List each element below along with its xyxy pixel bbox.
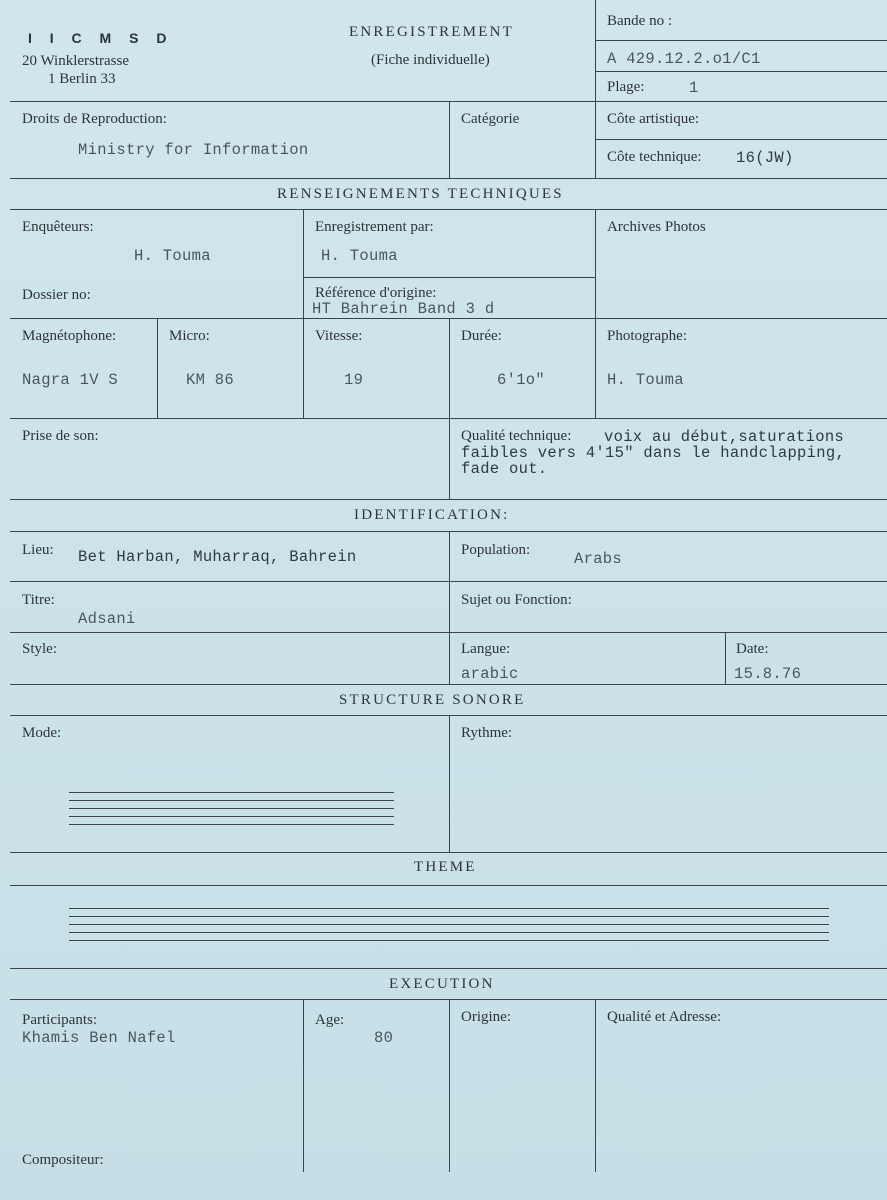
form-subtitle: (Fiche individuelle)	[371, 52, 490, 68]
staff-line	[69, 824, 394, 825]
vitesse-label: Vitesse:	[315, 328, 363, 344]
org-name: I I C M S D	[28, 30, 174, 46]
titre-label: Titre:	[22, 592, 55, 608]
rule	[449, 999, 450, 1172]
titre-value: Adsani	[78, 610, 136, 628]
plage-value: 1	[689, 79, 699, 97]
enqueteurs-value: H. Touma	[134, 247, 211, 265]
archives-photos-label: Archives Photos	[607, 219, 706, 235]
qualite-technique-value-2: faibles vers 4'15" dans le handclapping,	[461, 444, 846, 462]
rule	[595, 139, 887, 140]
rule	[595, 71, 887, 72]
date-label: Date:	[736, 641, 769, 657]
droits-value: Ministry for Information	[78, 141, 309, 159]
rule	[10, 684, 887, 685]
vitesse-value: 19	[344, 371, 364, 389]
participants-value: Khamis Ben Nafel	[22, 1029, 176, 1047]
staff-line	[69, 908, 829, 909]
section-title-theme: THEME	[414, 859, 477, 875]
staff-line	[69, 940, 829, 941]
mode-label: Mode:	[22, 725, 62, 741]
staff-line	[69, 792, 394, 793]
rule	[449, 531, 450, 684]
enqueteurs-label: Enquêteurs:	[22, 219, 94, 235]
rythme-label: Rythme:	[461, 725, 513, 741]
org-address-line-1: 20 Winklerstrasse	[22, 53, 130, 69]
photographe-value: H. Touma	[607, 371, 684, 389]
style-label: Style:	[22, 641, 58, 657]
photographe-label: Photographe:	[607, 328, 687, 344]
langue-label: Langue:	[461, 641, 511, 657]
age-value: 80	[374, 1029, 394, 1047]
staff-line	[69, 816, 394, 817]
age-label: Age:	[315, 1012, 345, 1028]
qualite-technique-value-3: fade out.	[461, 460, 548, 478]
population-label: Population:	[461, 542, 531, 558]
rule	[157, 318, 158, 418]
section-title-technical: RENSEIGNEMENTS TECHNIQUES	[277, 186, 564, 202]
rule	[10, 852, 887, 853]
rule	[303, 209, 304, 418]
duree-label: Durée:	[461, 328, 502, 344]
origine-label: Origine:	[461, 1009, 511, 1025]
droits-label: Droits de Reproduction:	[22, 111, 167, 127]
qualite-technique-label: Qualité technique:	[461, 428, 572, 444]
rule	[595, 209, 596, 418]
rule	[10, 178, 887, 179]
magnetophone-value: Nagra 1V S	[22, 371, 119, 389]
qualite-adresse-label: Qualité et Adresse:	[607, 1009, 722, 1025]
section-title-execution: EXECUTION	[389, 976, 495, 992]
enregistrement-par-label: Enregistrement par:	[315, 219, 434, 235]
staff-line	[69, 808, 394, 809]
date-value: 15.8.76	[734, 665, 802, 683]
staff-line	[69, 916, 829, 917]
rule	[595, 0, 596, 178]
compositeur-label: Compositeur:	[22, 1152, 104, 1168]
cote-artistique-label: Côte artistique:	[607, 111, 700, 127]
micro-label: Micro:	[169, 328, 210, 344]
rule	[10, 885, 887, 886]
reference-label: Référence d'origine:	[315, 285, 437, 301]
population-value: Arabs	[574, 550, 623, 568]
rule	[725, 632, 726, 684]
staff-line	[69, 924, 829, 925]
enregistrement-par-value: H. Touma	[321, 247, 398, 265]
qualite-technique-value-1: voix au début,saturations	[604, 428, 845, 446]
magnetophone-label: Magnétophone:	[22, 328, 117, 344]
rule	[303, 999, 304, 1172]
rule	[10, 968, 887, 969]
categorie-label: Catégorie	[461, 111, 520, 127]
langue-value: arabic	[461, 665, 519, 683]
rule	[449, 715, 450, 852]
cote-technique-value: 16(JW)	[736, 149, 794, 167]
section-title-identification: IDENTIFICATION:	[354, 507, 510, 523]
reference-value: HT Bahrein Band 3 d	[312, 300, 495, 318]
participants-label: Participants:	[22, 1012, 97, 1028]
section-title-structure: STRUCTURE SONORE	[339, 692, 526, 708]
bande-value: A 429.12.2.o1/C1	[607, 50, 761, 68]
org-address-line-2: 1 Berlin 33	[48, 71, 116, 87]
form-title: ENREGISTREMENT	[349, 24, 514, 40]
rule	[449, 101, 450, 178]
dossier-label: Dossier no:	[22, 287, 91, 303]
cote-technique-label: Côte technique:	[607, 149, 702, 165]
rule	[595, 999, 596, 1172]
duree-value: 6'1o"	[497, 371, 546, 389]
lieu-value: Bet Harban, Muharraq, Bahrein	[78, 548, 357, 566]
plage-label: Plage:	[607, 79, 645, 95]
lieu-label: Lieu:	[22, 542, 54, 558]
rule	[449, 318, 450, 499]
sujet-label: Sujet ou Fonction:	[461, 592, 572, 608]
rule	[10, 499, 887, 500]
staff-line	[69, 800, 394, 801]
micro-value: KM 86	[186, 371, 235, 389]
prise-de-son-label: Prise de son:	[22, 428, 99, 444]
staff-line	[69, 932, 829, 933]
rule	[303, 277, 595, 278]
rule	[10, 209, 887, 210]
rule	[595, 40, 887, 41]
bande-label: Bande no :	[607, 13, 672, 29]
